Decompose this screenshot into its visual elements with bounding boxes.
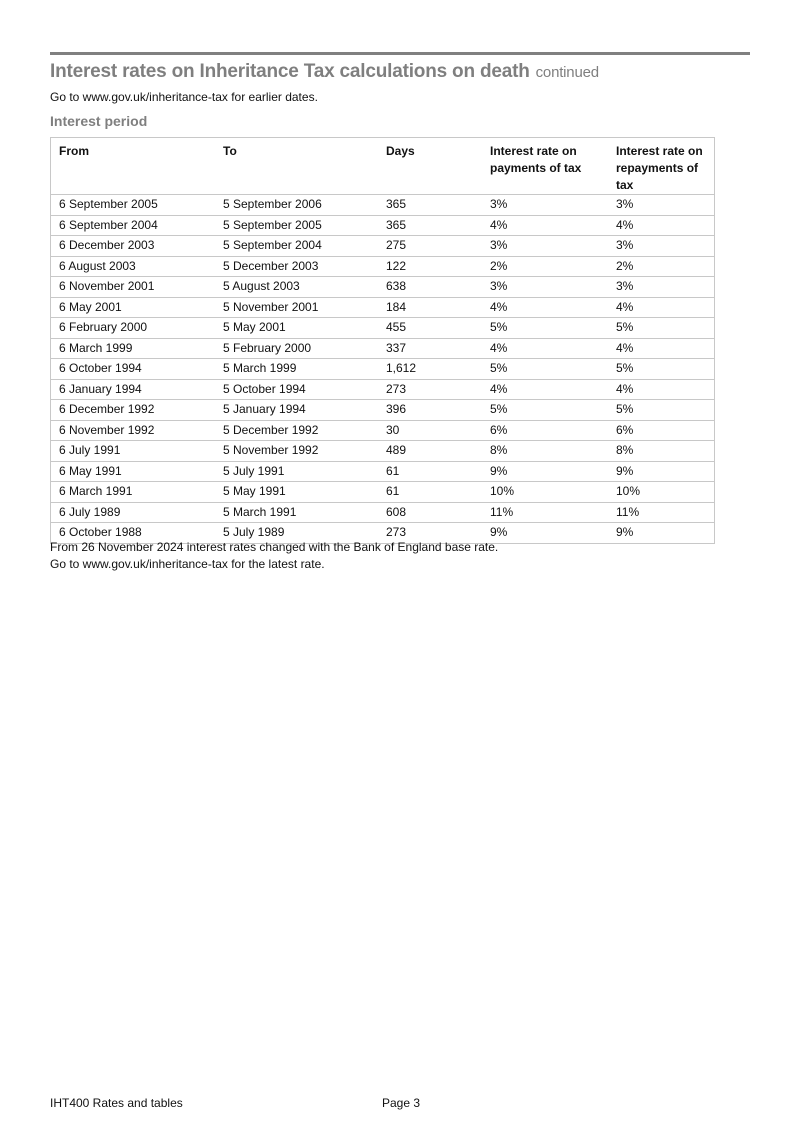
cell-from: 6 March 1999 [51,338,216,359]
cell-days: 638 [378,277,482,298]
cell-to: 5 November 2001 [215,297,378,318]
table-header-row [51,138,715,195]
cell-to: 5 March 1991 [215,502,378,523]
cell-days: 273 [378,379,482,400]
footer-page-number: Page 3 [382,1096,421,1110]
table-row [51,359,715,380]
table-row [51,420,715,441]
cell-days: 365 [378,195,482,216]
cell-rate-payments: 3% [482,277,608,298]
cell-rate-payments: 2% [482,256,608,277]
header-from: From [51,138,216,195]
table-row [51,297,715,318]
cell-rate-payments: 4% [482,379,608,400]
cell-days: 608 [378,502,482,523]
cell-to: 5 September 2004 [215,236,378,257]
cell-from: 6 February 2000 [51,318,216,339]
cell-rate-repayments: 4% [608,379,715,400]
cell-days: 122 [378,256,482,277]
cell-rate-repayments: 6% [608,420,715,441]
table-row [51,502,715,523]
cell-rate-payments: 3% [482,236,608,257]
cell-rate-payments: 4% [482,215,608,236]
cell-to: 5 May 2001 [215,318,378,339]
note-base-rate: From 26 November 2024 interest rates changed with the Bank of England base rate. [50,540,499,554]
cell-to: 5 July 1989 [215,523,378,544]
cell-rate-payments: 10% [482,482,608,503]
table-row [51,400,715,421]
cell-rate-repayments: 2% [608,256,715,277]
cell-from: 6 May 2001 [51,297,216,318]
table-row [51,482,715,503]
cell-to: 5 October 1994 [215,379,378,400]
cell-days: 1,612 [378,359,482,380]
cell-rate-repayments: 3% [608,195,715,216]
cell-rate-repayments: 3% [608,236,715,257]
cell-days: 273 [378,523,482,544]
cell-from: 6 March 1991 [51,482,216,503]
cell-rate-payments: 6% [482,420,608,441]
table-row [51,441,715,462]
cell-from: 6 October 1988 [51,523,216,544]
cell-rate-repayments: 4% [608,215,715,236]
interest-rates-table [50,137,715,544]
section-subheading: Interest period [50,113,148,129]
cell-to: 5 December 2003 [215,256,378,277]
cell-days: 365 [378,215,482,236]
cell-from: 6 January 1994 [51,379,216,400]
title-text: Interest rates on Inheritance Tax calculations on death [50,61,530,82]
note-latest-rate: Go to www.gov.uk/inheritance-tax for the latest rate. [50,557,325,571]
cell-rate-repayments: 5% [608,318,715,339]
cell-from: 6 July 1989 [51,502,216,523]
cell-from: 6 July 1991 [51,441,216,462]
cell-rate-repayments: 9% [608,461,715,482]
cell-to: 5 September 2006 [215,195,378,216]
table-row [51,379,715,400]
intro-text: Go to www.gov.uk/inheritance-tax for earlier dates. [50,90,318,104]
header-rate-repayments: Interest rate on repayments of tax [608,138,715,195]
cell-rate-payments: 8% [482,441,608,462]
cell-days: 396 [378,400,482,421]
table-row [51,215,715,236]
cell-rate-payments: 3% [482,195,608,216]
cell-rate-repayments: 5% [608,359,715,380]
cell-rate-payments: 4% [482,297,608,318]
header-rate-payments: Interest rate on payments of tax [482,138,608,195]
table-body [51,195,715,544]
cell-days: 455 [378,318,482,339]
cell-to: 5 August 2003 [215,277,378,298]
cell-from: 6 December 2003 [51,236,216,257]
cell-days: 184 [378,297,482,318]
cell-from: 6 May 1991 [51,461,216,482]
cell-to: 5 May 1991 [215,482,378,503]
table-row [51,338,715,359]
header-to: To [215,138,378,195]
cell-from: 6 October 1994 [51,359,216,380]
cell-to: 5 November 1992 [215,441,378,462]
cell-rate-payments: 11% [482,502,608,523]
cell-rate-repayments: 9% [608,523,715,544]
cell-days: 489 [378,441,482,462]
cell-days: 337 [378,338,482,359]
cell-rate-payments: 5% [482,318,608,339]
cell-from: 6 November 1992 [51,420,216,441]
table-row [51,256,715,277]
title-continued: continued [535,64,599,81]
table-row [51,277,715,298]
cell-to: 5 December 1992 [215,420,378,441]
cell-from: 6 August 2003 [51,256,216,277]
cell-to: 5 March 1999 [215,359,378,380]
cell-to: 5 July 1991 [215,461,378,482]
footer-doc-title: IHT400 Rates and tables [50,1096,183,1110]
table-row [51,318,715,339]
cell-days: 61 [378,482,482,503]
header-days: Days [378,138,482,195]
top-rule [50,52,750,55]
cell-to: 5 January 1994 [215,400,378,421]
cell-rate-repayments: 11% [608,502,715,523]
table-row [51,236,715,257]
cell-rate-repayments: 4% [608,338,715,359]
table-row [51,461,715,482]
cell-rate-repayments: 10% [608,482,715,503]
cell-from: 6 November 2001 [51,277,216,298]
cell-days: 61 [378,461,482,482]
cell-rate-repayments: 4% [608,297,715,318]
cell-from: 6 September 2004 [51,215,216,236]
table-row [51,195,715,216]
cell-from: 6 September 2005 [51,195,216,216]
cell-rate-payments: 4% [482,338,608,359]
cell-rate-repayments: 5% [608,400,715,421]
cell-rate-repayments: 8% [608,441,715,462]
cell-days: 30 [378,420,482,441]
cell-from: 6 December 1992 [51,400,216,421]
cell-rate-payments: 5% [482,400,608,421]
cell-rate-payments: 9% [482,523,608,544]
cell-days: 275 [378,236,482,257]
cell-to: 5 February 2000 [215,338,378,359]
page-title [50,61,599,83]
cell-rate-payments: 9% [482,461,608,482]
cell-to: 5 September 2005 [215,215,378,236]
cell-rate-repayments: 3% [608,277,715,298]
cell-rate-payments: 5% [482,359,608,380]
